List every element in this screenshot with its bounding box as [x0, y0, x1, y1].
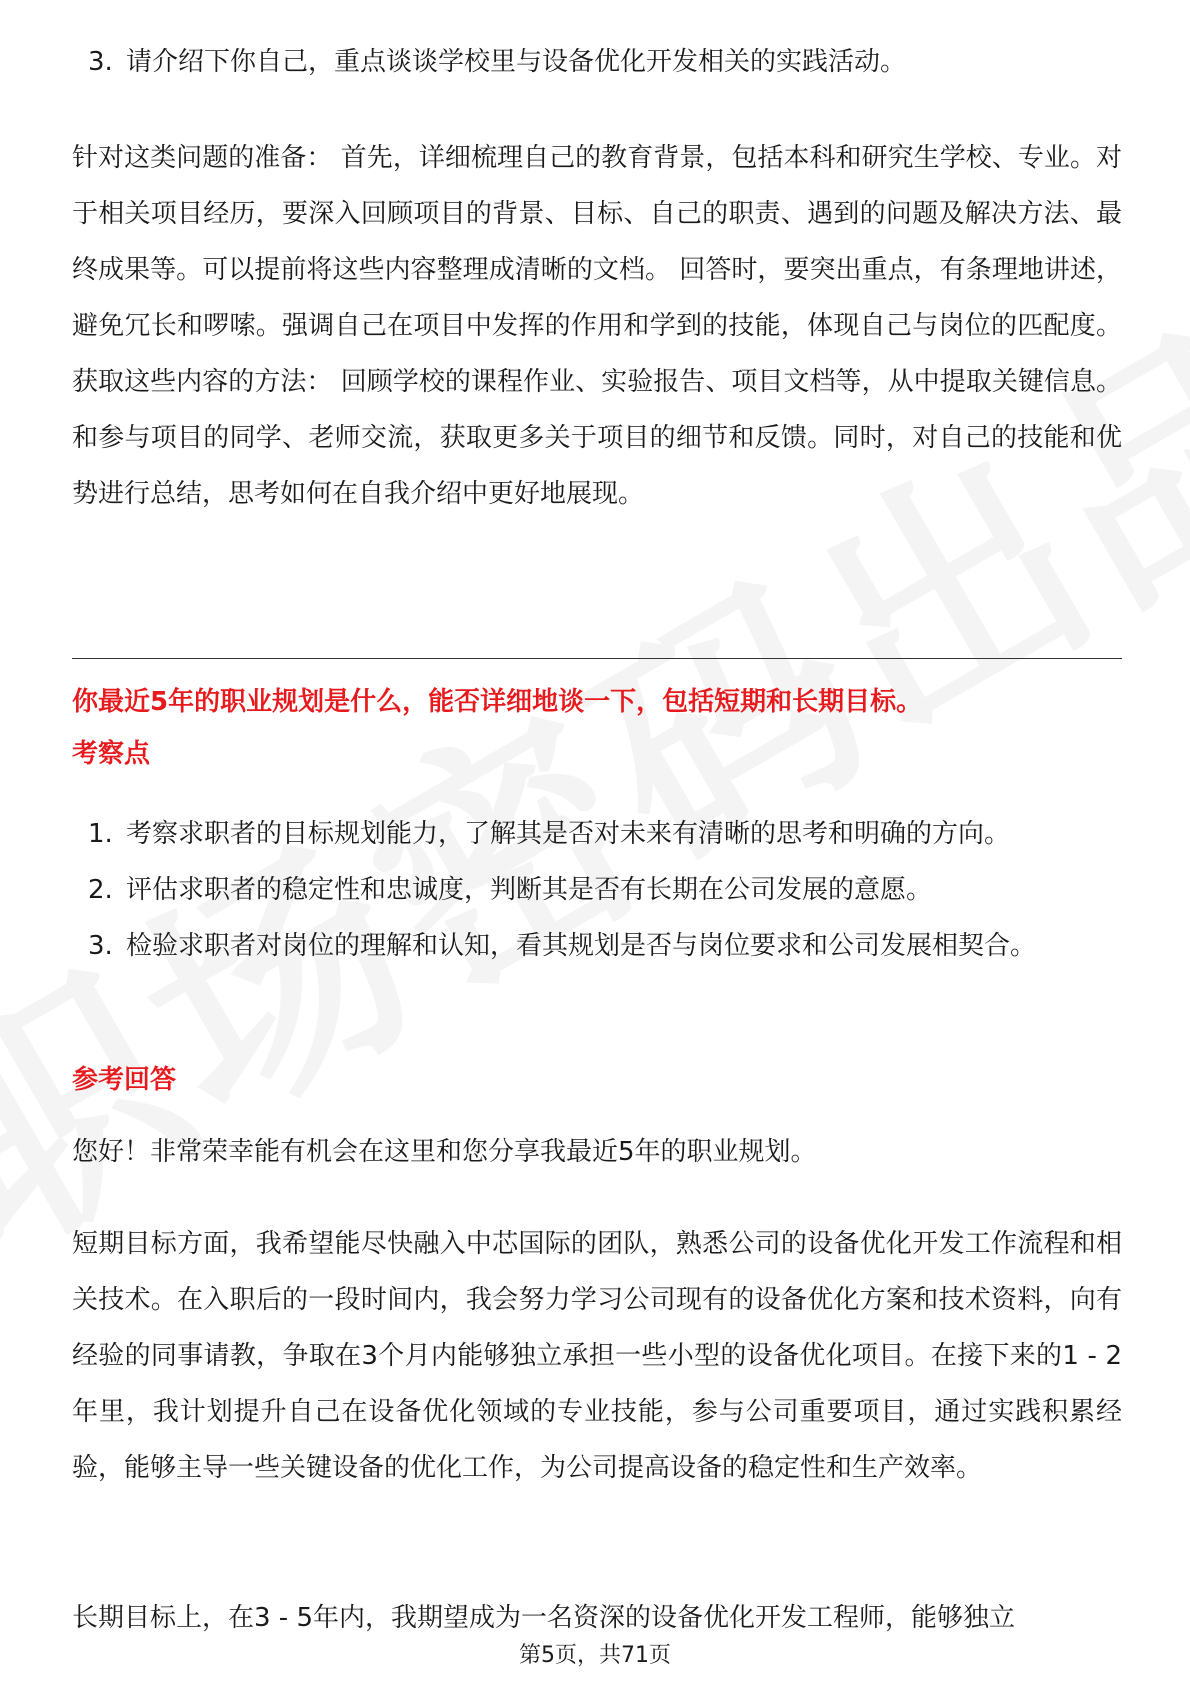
- section-divider: [72, 658, 1122, 659]
- focus-heading: 考察点: [72, 739, 151, 769]
- answer-paragraph: 您好！非常荣幸能有机会在这里和您分享我最近5年的职业规划。: [72, 1137, 817, 1167]
- prep-paragraph: 针对这类问题的准备： 首先，详细梳理自己的教育背景，包括本科和研究生学校、专业。对于相关项目经历，要深入回顾项目的背景、目标、自己的职责、遇到的问题及解决方法、最终成果等。可以提前将这些内容整理成清晰的文档。 回答时，要突出重点，有条理地讲述，避免冗长和啰嗦。强调自己在项目中发挥的作用和学到的技能，体现自己与岗位的匹配度。 获取这些内容的方法： 回顾学校的课程作业、实验报告、项目文档等，从中提取关键信息。和参与项目的同学、老师交流，获取更多关于项目的细节和反馈。同时，对自己的技能和优势进行总结，思考如何在自我介绍中更好地展现。: [72, 143, 1122, 509]
- list-item: [72, 862, 1122, 918]
- page-footer: 第5页，共71页: [519, 1643, 671, 1668]
- focus-list: [72, 806, 1122, 974]
- list-text: 请介绍下你自己，重点谈谈学校里与设备优化开发相关的实践活动。: [126, 47, 907, 77]
- list-number: 3.: [88, 931, 113, 961]
- question-title: 你最近5年的职业规划是什么，能否详细地谈一下，包括短期和长期目标。: [72, 687, 923, 717]
- answer-heading: 参考回答: [72, 1065, 177, 1095]
- list-text: 评估求职者的稳定性和忠诚度，判断其是否有长期在公司发展的意愿。: [126, 875, 933, 905]
- top-list-block: [72, 34, 1122, 90]
- focus-heading-block: [72, 734, 1122, 774]
- list-number: 3.: [88, 47, 113, 77]
- answer-paragraph: 长期目标上，在3 - 5年内，我期望成为一名资深的设备优化开发工程师，能够独立: [72, 1603, 1015, 1633]
- list-text: 考察求职者的目标规划能力，了解其是否对未来有清晰的思考和明确的方向。: [126, 819, 1011, 849]
- list-number: 1.: [88, 819, 113, 849]
- top-question-list: [72, 34, 1122, 90]
- answer-block-1: [72, 1124, 1122, 1180]
- answer-block-2: [72, 1216, 1122, 1496]
- answer-paragraph: 短期目标方面，我希望能尽快融入中芯国际的团队，熟悉公司的设备优化开发工作流程和相关技术。在入职后的一段时间内，我会努力学习公司现有的设备优化方案和技术资料，向有经验的同事请教，争取在3个月内能够独立承担一些小型的设备优化项目。在接下来的1 - 2年里，我计划提升自己在设备优化领域的专业技能，参与公司重要项目，通过实践积累经验，能够主导一些关键设备的优化工作，为公司提高设备的稳定性和生产效率。: [72, 1229, 1122, 1483]
- list-item: [72, 918, 1122, 974]
- focus-list-block: [72, 806, 1122, 974]
- answer-heading-block: [72, 1060, 1122, 1100]
- list-number: 2.: [88, 875, 113, 905]
- prep-block: [72, 130, 1122, 522]
- list-item: [72, 806, 1122, 862]
- question-block: [72, 682, 1122, 722]
- list-item: [72, 34, 1122, 90]
- list-text: 检验求职者对岗位的理解和认知，看其规划是否与岗位要求和公司发展相契合。: [126, 931, 1037, 961]
